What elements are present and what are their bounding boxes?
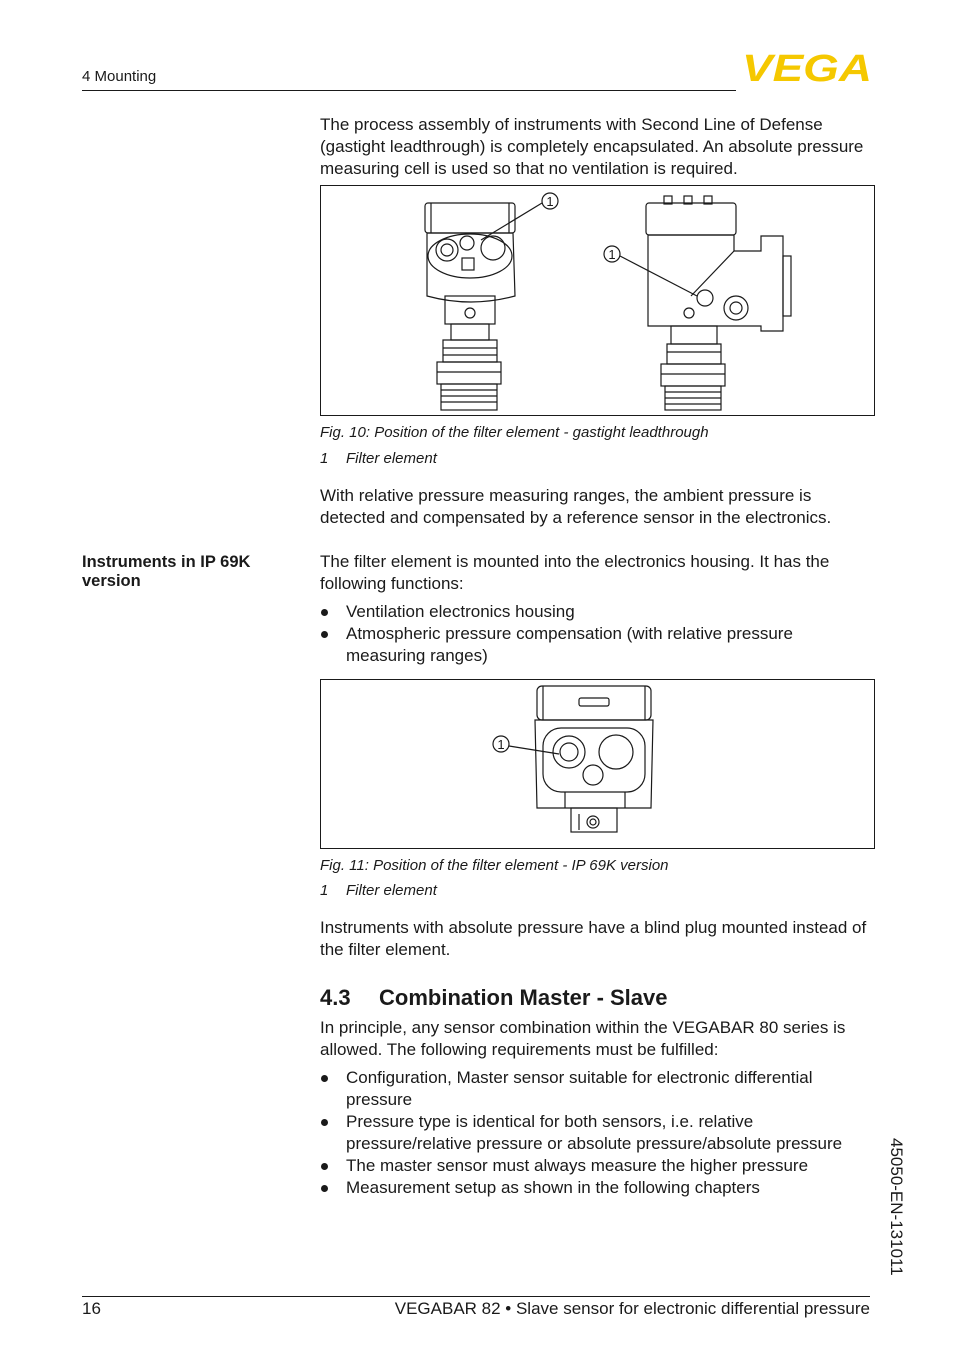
ip69k-bullet-list — [320, 601, 876, 667]
section-4-3-paragraph: In principle, any sensor combination within the VEGABAR 80 series is allowed. The following requirements must be fulfilled: — [320, 1018, 846, 1059]
fig11-legend-text: Filter element — [346, 882, 437, 899]
intro-paragraph: The process assembly of instruments with Second Line of Defense (gastight leadthrough) is completely encapsulated. An absolute pressure measuring cell is used so that no ventilation is required. — [320, 115, 864, 178]
footer-rule — [82, 1296, 870, 1297]
fig10-callout-1: 1 — [546, 194, 554, 209]
figure-10-drawing — [321, 186, 874, 415]
vega-logo — [742, 50, 872, 84]
section-heading-4-3 — [320, 985, 876, 1011]
figure-11-box — [320, 679, 875, 849]
list-item: Atmospheric pressure compensation (with relative pressure measuring ranges) — [320, 623, 876, 667]
svg-text:VEGA: VEGA — [742, 50, 872, 84]
list-item: Pressure type is identical for both sensors, i.e. relative pressure/relative pressure or absolute pressure/absolute pressure — [320, 1111, 876, 1155]
footer-document-title: VEGABAR 82 • Slave sensor for electronic differential pressure — [394, 1299, 870, 1318]
running-header: 4 Mounting — [82, 68, 157, 85]
fig11-legend-number: 1 — [320, 882, 329, 899]
page-number: 16 — [82, 1299, 101, 1318]
section-title: Combination Master - Slave — [379, 985, 668, 1010]
figure-11-caption: Fig. 11: Position of the filter element - IP 69K version — [320, 857, 669, 874]
fig10-legend-number: 1 — [320, 450, 329, 467]
list-item: Measurement setup as shown in the following chapters — [320, 1177, 876, 1199]
list-item: Configuration, Master sensor suitable for electronic differential pressure — [320, 1067, 876, 1111]
section-number: 4.3 — [320, 985, 351, 1010]
fig10-callout-2: 1 — [608, 247, 616, 262]
side-heading-ip69k: Instruments in IP 69K version — [82, 553, 251, 590]
list-item: Ventilation electronics housing — [320, 601, 876, 623]
figure-10-caption: Fig. 10: Position of the filter element - gastight leadthrough — [320, 424, 709, 441]
figure-11-legend — [320, 882, 876, 899]
list-item: The master sensor must always measure the higher pressure — [320, 1155, 876, 1177]
figure-10-legend — [320, 450, 876, 467]
header-rule — [82, 90, 736, 91]
fig10-legend-text: Filter element — [346, 450, 437, 467]
figure-10-box — [320, 185, 875, 416]
section-4-3-bullet-list — [320, 1067, 876, 1199]
ip69k-paragraph: The filter element is mounted into the electronics housing. It has the following functions: — [320, 552, 830, 593]
absolute-pressure-paragraph: Instruments with absolute pressure have a blind plug mounted instead of the filter element. — [320, 918, 867, 959]
document-id-vertical: 45050-EN-131011 — [887, 1138, 906, 1276]
relative-pressure-paragraph: With relative pressure measuring ranges, the ambient pressure is detected and compensated by a reference sensor in the electronics. — [320, 486, 832, 527]
fig11-callout-1: 1 — [497, 737, 505, 752]
figure-11-drawing — [321, 680, 874, 848]
